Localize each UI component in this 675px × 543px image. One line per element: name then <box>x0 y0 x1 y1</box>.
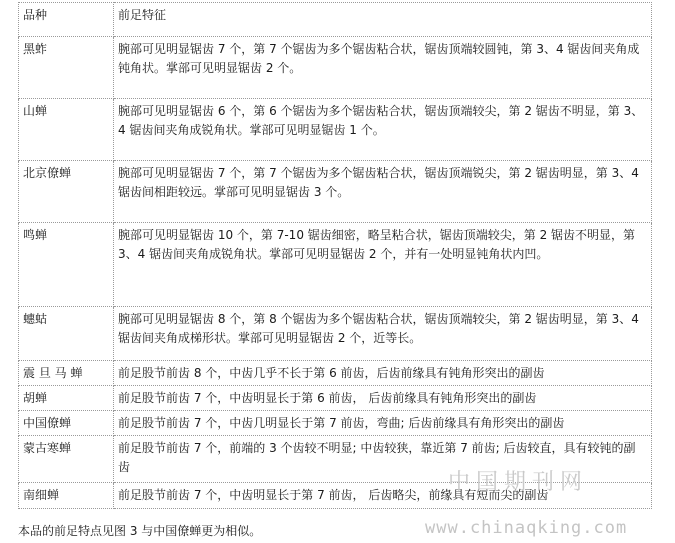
table-row <box>19 37 652 99</box>
species-cell: 中国僚蝉 <box>19 411 114 436</box>
species-cell: 黑蚱 <box>19 37 114 99</box>
feature-table-container <box>18 2 652 509</box>
feature-cell: 前足股节前齿 7 个，中齿几明显长于第 7 前齿，弯曲; 后齿前缘具有角形突出的副齿 <box>114 411 652 436</box>
feature-cell: 前足股节前齿 8 个，中齿几乎不长于第 6 前齿，后齿前缘具有钝角形突出的副齿 <box>114 361 652 386</box>
feature-cell: 腕部可见明显锯齿 7 个，第 7 个锯齿为多个锯齿粘合状，锯齿顶端较圆钝，第 3、4 锯齿间夹角成钝角状。掌部可见明显锯齿 2 个。 <box>114 37 652 99</box>
table-row <box>19 223 652 307</box>
species-cell: 北京僚蝉 <box>19 161 114 223</box>
watermark-site-name: 中国期刊网 <box>448 470 589 495</box>
species-cell: 南细蝉 <box>19 483 114 509</box>
watermark-url: www.chinaqking.com <box>425 518 628 538</box>
species-cell: 山蝉 <box>19 99 114 161</box>
table-row <box>19 161 652 223</box>
feature-cell: 腕部可见明显锯齿 7 个，第 7 个锯齿为多个锯齿粘合状，锯齿顶端锐尖，第 2 锯齿明显，第 3、4 锯齿间相距较远。掌部可见明显锯齿 3 个。 <box>114 161 652 223</box>
feature-cell: 前足股节前齿 7 个，中齿明显长于第 6 前齿， 后齿前缘具有钝角形突出的副齿 <box>114 386 652 411</box>
feature-cell: 腕部可见明显锯齿 10 个，第 7-10 锯齿细密，略呈粘合状，锯齿顶端较尖，第 2 锯齿不明显，第 3、4 锯齿间夹角成锐角状。掌部可见明显锯齿 2 个，并有一处明显钝角状内凹。 <box>114 223 652 307</box>
table-row <box>19 411 652 436</box>
feature-cell: 腕部可见明显锯齿 8 个，第 8 个锯齿为多个锯齿粘合状，锯齿顶端较尖，第 2 锯齿明显，第 3、4 锯齿间夹角成梯形状。掌部可见明显锯齿 2 个，近等长。 <box>114 307 652 361</box>
species-cell: 胡蝉 <box>19 386 114 411</box>
table-header-row <box>19 3 652 37</box>
species-cell: 蟪蛄 <box>19 307 114 361</box>
foreleg-feature-table <box>18 2 652 509</box>
footnote-text: 本品的前足特点见图 3 与中国僚蝉更为相似。 <box>18 524 262 538</box>
species-cell: 蒙古寒蝉 <box>19 436 114 483</box>
feature-cell: 前足股节前齿 7 个，中齿明显长于第 7 前齿， 后齿略尖，前缘具有短而尖的副齿 <box>114 483 652 509</box>
species-cell: 鸣蝉 <box>19 223 114 307</box>
species-cell: 震 旦 马 蝉 <box>19 361 114 386</box>
feature-cell: 腕部可见明显锯齿 6 个，第 6 个锯齿为多个锯齿粘合状，锯齿顶端较尖，第 2 锯齿不明显，第 3、4 锯齿间夹角成锐角状。掌部可见明显锯齿 1 个。 <box>114 99 652 161</box>
feature-cell: 前足股节前齿 7 个，前端的 3 个齿较不明显; 中齿较狭，靠近第 7 前齿; 后齿较直，具有较钝的副齿 <box>114 436 652 483</box>
table-row <box>19 307 652 361</box>
table-row <box>19 99 652 161</box>
header-feature: 前足特征 <box>114 3 652 37</box>
table-row <box>19 361 652 386</box>
header-species: 品种 <box>19 3 114 37</box>
table-row <box>19 386 652 411</box>
